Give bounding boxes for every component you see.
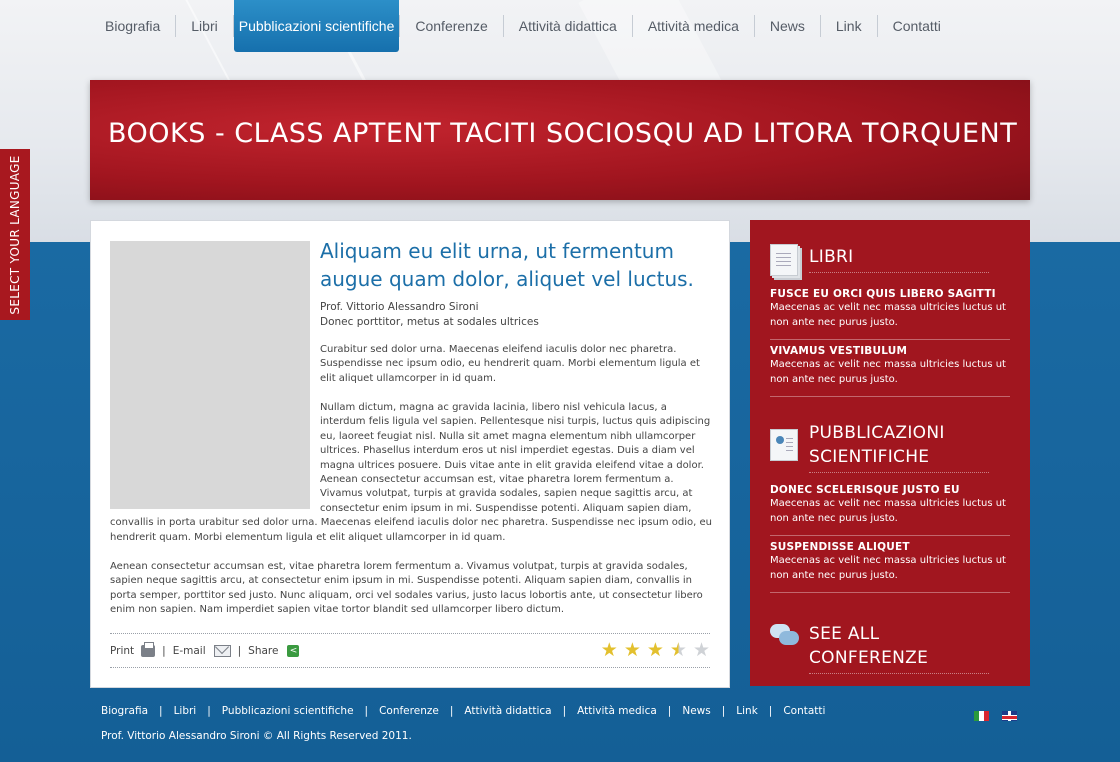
star-icon[interactable]: ★ — [646, 639, 664, 661]
footer-link[interactable]: Contatti — [783, 705, 826, 717]
footer-link[interactable]: Libri — [173, 705, 197, 717]
sidebar-item-libri-2[interactable] — [770, 344, 1010, 397]
sidebar — [750, 220, 1030, 686]
image-wrap-spacer — [110, 401, 320, 509]
print-button[interactable] — [110, 645, 155, 657]
sidebar-item-libri-1[interactable] — [770, 287, 1010, 340]
article-meta — [320, 300, 539, 330]
print-label: Print — [110, 644, 135, 657]
sidebar-item-pubblicazioni-2[interactable] — [770, 540, 1010, 593]
footer-nav — [101, 705, 825, 717]
footer-separator: | — [768, 705, 773, 717]
nav-item-label: Attività didattica — [518, 18, 617, 34]
footer-link[interactable]: Biografia — [101, 705, 149, 717]
envelope-icon — [214, 645, 231, 657]
share-label: Share — [248, 644, 279, 657]
article-author: Prof. Vittorio Alessandro Sironi — [320, 301, 479, 313]
sidebar-item-text: Maecenas ac velit nec massa ultricies luctus ut non ante nec purus justo. — [770, 359, 1006, 385]
toolbar-separator: | — [162, 644, 166, 657]
nav-item-attivita-didattica[interactable] — [504, 0, 632, 52]
email-button[interactable] — [173, 645, 231, 657]
article-paragraph: Aenean consectetur accumsan est, vitae pharetra lorem fermentum a. Vivamus volutpat, turpis at gravida sodales, sapien neque sagittis arcu, at consectetur enim ipsum in mi. Suspendisse potenti. Aliquam sapien diam, convallis in porta semper, porttitor sed justo. Nunc aliquam, orci vel sodales varius, justo lacus lobortis ante, ut consectetur libero enim non sapien. Nam imperdiet sapien vitae tortor blandit sed ullamcorper libero dictum. — [110, 561, 703, 616]
nav-item-label: Link — [835, 18, 862, 34]
rating-stars — [601, 640, 710, 660]
nav-item-link[interactable] — [821, 0, 877, 52]
toolbar-separator: | — [237, 644, 242, 657]
page-banner — [90, 80, 1030, 200]
select-language-tab[interactable] — [0, 149, 30, 320]
article-paragraph: Nullam dictum, magna ac gravida lacinia, libero nisl vehicula lacus, a interdum felis ligula vel sapien. Pellentesque nisi turpis, luctus quis adipiscing eu, laoreet feugiat nisl. Nulla sit amet magna elementum nibh ullamcorper ultrices. Phasellus interdum eros ut nisl imperdiet egestas. Duis a diam vel magna ultrices posuere. Duis vitae ante in elit gravida eleifend vitae a dolor. Aenean consectetur accumsan est, vitae pharetra lorem fermentum a. Vivamus volutpat, turpis at gravida sodales, sapien neque sagittis arcu, at consectetur enim ipsum in mi. Suspendisse potenti. Aliquam sapien diam, convallis in porta urabitur sed dolor urna. Maecenas eleifend iaculis dolor nec pharetra. Suspendisse nec ipsum odio, eu hendrerit quam. Morbi elementum ligula et elit aliquet ullamcorper in id quam. — [110, 402, 712, 543]
footer-separator: | — [721, 705, 726, 717]
sidebar-section-title-line: SCIENTIFICHE — [809, 447, 930, 467]
main-nav — [90, 0, 1030, 52]
printer-icon — [141, 645, 155, 657]
star-icon[interactable]: ★ — [623, 639, 641, 661]
nav-item-label: Pubblicazioni scientifiche — [238, 18, 395, 34]
footer-link[interactable]: News — [682, 705, 711, 717]
sidebar-section-title-line: PUBBLICAZIONI — [809, 423, 945, 443]
sidebar-item-heading: DONEC SCELERISQUE JUSTO EU — [770, 484, 960, 496]
nav-item-biografia[interactable] — [90, 0, 175, 52]
see-all-conferenze-link[interactable]: SEE ALL CONFERENZE — [809, 622, 989, 674]
star-icon[interactable]: ★ — [692, 639, 710, 661]
share-button[interactable] — [248, 645, 299, 657]
nav-item-label: Libri — [191, 18, 218, 34]
nav-item-contatti[interactable] — [878, 0, 956, 52]
nav-item-news[interactable] — [755, 0, 820, 52]
sidebar-item-pubblicazioni-1[interactable] — [770, 483, 1010, 536]
footer-separator: | — [449, 705, 454, 717]
sidebar-item-text: Maecenas ac velit nec massa ultricies luctus ut non ante nec purus justo. — [770, 302, 1006, 328]
italian-flag-icon[interactable] — [974, 711, 989, 721]
nav-item-label: News — [769, 18, 805, 34]
article-paragraph: Curabitur sed dolor urna. Maecenas eleifend iaculis dolor nec pharetra. Suspendisse nec ipsum odio, eu hendrerit quam. Morbi elementum ligula et elit aliquet ullamcorper in id quam. — [320, 344, 700, 384]
sidebar-item-heading: SUSPENDISSE ALIQUET — [770, 541, 910, 553]
article-title: Aliquam eu elit urna, ut fermentum augue quam dolor, aliquet vel luctus. — [320, 239, 694, 291]
sidebar-item-text: Maecenas ac velit nec massa ultricies luctus ut non ante nec purus justo. — [770, 555, 1006, 581]
select-language-label: SELECT YOUR LANGUAGE — [8, 154, 22, 315]
footer-separator: | — [207, 705, 211, 717]
article-toolbar — [110, 633, 710, 668]
footer-separator: | — [159, 705, 163, 717]
english-flag-icon[interactable] — [1002, 711, 1017, 721]
nav-item-label: Contatti — [892, 18, 941, 34]
sidebar-item-text: Maecenas ac velit nec massa ultricies luctus ut non ante nec purus justo. — [770, 498, 1006, 524]
article-subtitle: Donec porttitor, metus at sodales ultrices — [320, 316, 539, 328]
nav-item-label: Biografia — [105, 18, 161, 34]
page-title: BOOKS - CLASS APTENT TACITI SOCIOSQU AD LITORA TORQUENT — [108, 118, 1018, 149]
share-icon: < — [287, 645, 299, 657]
sidebar-section-title — [809, 421, 989, 473]
language-flags — [974, 711, 1017, 721]
nav-item-libri[interactable] — [176, 0, 232, 52]
nav-item-conferenze[interactable] — [400, 0, 502, 52]
star-icon[interactable]: ★ — [669, 639, 687, 661]
nav-item-pubblicazioni-scientifiche[interactable] — [234, 0, 400, 52]
article-paragraph-wrap — [110, 401, 712, 545]
footer-link[interactable]: Attività medica — [577, 705, 657, 717]
copyright: Prof. Vittorio Alessandro Sironi © All Rights Reserved 2011. — [101, 730, 412, 742]
chat-bubbles-icon — [770, 622, 796, 652]
footer-link[interactable]: Conferenze — [379, 705, 439, 717]
certificate-icon — [770, 429, 798, 461]
email-label: E-mail — [172, 644, 206, 657]
footer-separator: | — [562, 705, 567, 717]
footer-link[interactable]: Link — [736, 705, 758, 717]
footer-link[interactable]: Pubblicazioni scientifiche — [221, 705, 354, 717]
footer-separator: | — [667, 705, 672, 717]
sidebar-item-heading: VIVAMUS VESTIBULUM — [770, 345, 908, 357]
sidebar-item-heading: FUSCE EU ORCI QUIS LIBERO SAGITTI — [770, 288, 996, 300]
nav-item-attivita-medica[interactable] — [633, 0, 754, 52]
article-panel — [90, 220, 730, 688]
footer-separator: | — [364, 705, 369, 717]
nav-item-label: Attività medica — [647, 18, 739, 34]
sidebar-section-title: LIBRI — [809, 245, 989, 273]
nav-item-label: Conferenze — [415, 18, 488, 34]
footer-link[interactable]: Attività didattica — [464, 705, 552, 717]
star-icon[interactable]: ★ — [600, 639, 618, 661]
book-icon — [770, 244, 798, 276]
